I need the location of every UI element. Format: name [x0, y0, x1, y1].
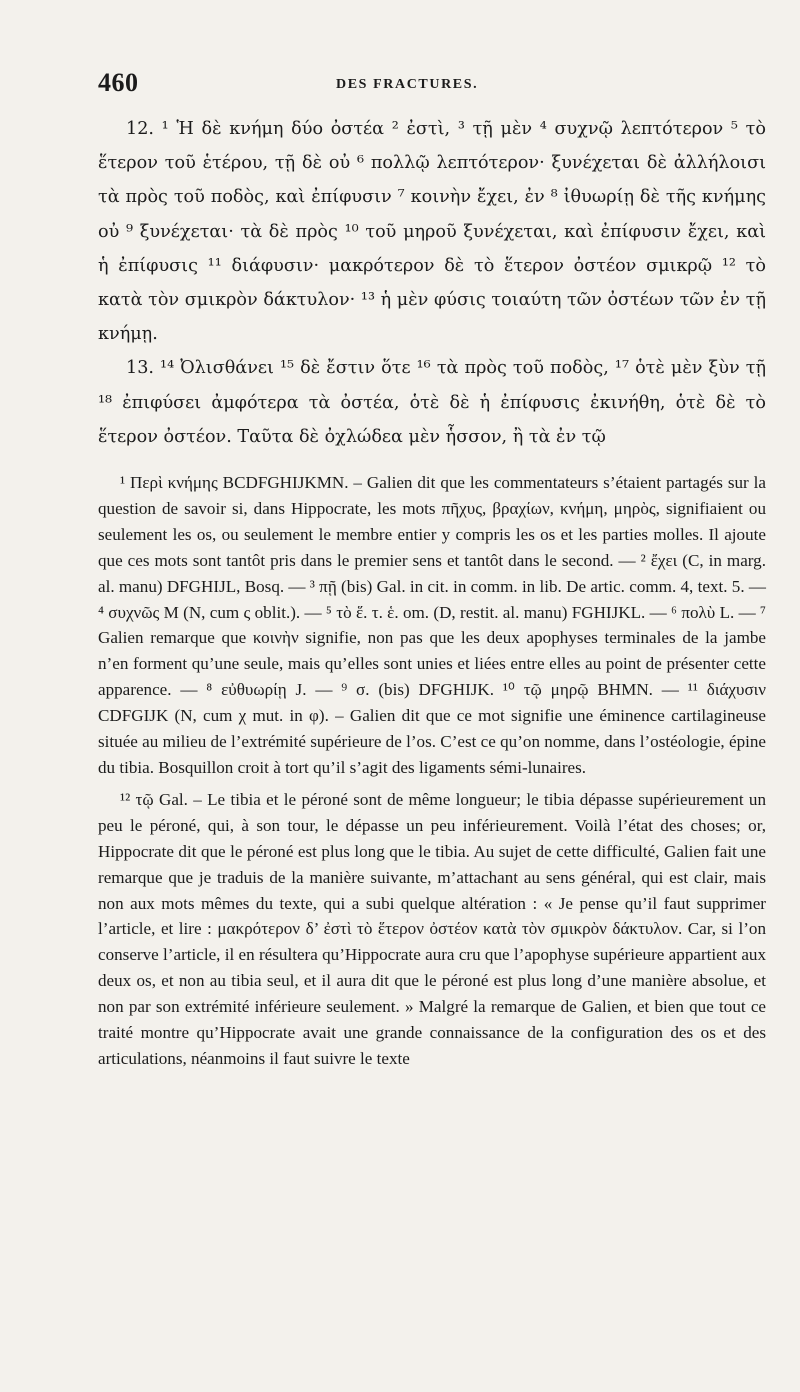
running-head: DES FRACTURES.	[336, 77, 479, 92]
footnote-1: ¹ Περὶ κνήμης BCDFGHIJKMN. – Galien dit que les commentateurs s’étaient partagés sur la question de savoir si, dans Hippocrate, les mots πῆχυς, βραχίων, κνήμη, μηρὸς, signifiaient ou seulement les os, ou seulement le membre entier y compris les os et les parties molles. Il ajoute que ces mots sont tantôt pris dans le premier sens et tantôt dans le second. — ² ἔχει (C, in marg. al. manu) DFGHIJL, Bosq. — ³ πῇ (bis) Gal. in cit. in comm. in lib. De artic. comm. 4, text. 5. — ⁴ συχνῶς M (N, cum ς oblit.). — ⁵ τὸ ἕ. τ. ἑ. om. (D, restit. al. manu) FGHIJKL. — ⁶ πολὺ L. — ⁷ Galien remarque que κοινὴν signifie, non pas que les deux apophyses terminales de la jambe n’en forment qu’une seule, mais qu’elles sont unies et liées entre elles au point de présenter cette apparence. — ⁸ εὐθυωρίῃ J. — ⁹ σ. (bis) DFGHIJK. ¹⁰ τῷ μηρῷ BHMN. — ¹¹ διάχυσιν CDFGIJK (N, cum χ mut. in φ). – Galien dit que ce mot signifie une éminence cartilagineuse située au milieu de l’extrémité supérieure de l’os. C’est ce qu’on nomme, dans l’ostéologie, épine du tibia. Bosquillon croit à tort qu’il s’agit des ligaments sémi-lunaires.	[98, 473, 766, 777]
greek-paragraph-12: 12. ¹ Ἡ δὲ κνήμη δύο ὀστέα ² ἐστὶ, ³ τῇ μὲν ⁴ συχνῷ λεπτότερον ⁵ τὸ ἕτερον τοῦ ἑτέρου, τῇ δὲ οὐ ⁶ πολλῷ λεπτότερον· ξυνέχεται δὲ ἀλλήλοισι τὰ πρὸς τοῦ ποδὸς, καὶ ἐπίφυσιν ⁷ κοινὴν ἔχει, ἐν ⁸ ἰθυωρίῃ δὲ τῆς κνήμης οὐ ⁹ ξυνέχεται· τὰ δὲ πρὸς ¹⁰ τοῦ μηροῦ ξυνέχεται, καὶ ἐπίφυσιν ἔχει, καὶ ἡ ἐπίφυσις ¹¹ διάφυσιν· μακρότερον δὲ τὸ ἕτερον ὀστέον σμικρῷ ¹² τὸ κατὰ τὸν σμικρὸν δάκτυλον· ¹³ ἡ μὲν φύσις τοιαύτη τῶν ὀστέων τῶν ἐν τῇ κνήμῃ.	[98, 119, 766, 345]
greek-text-block	[98, 112, 766, 454]
footnotes-block	[98, 470, 766, 1072]
greek-paragraph-13: 13. ¹⁴ Ὀλισθάνει ¹⁵ δὲ ἔστιν ὅτε ¹⁶ τὰ πρὸς τοῦ ποδὸς, ¹⁷ ὁτὲ μὲν ξὺν τῇ ¹⁸ ἐπιφύσει ἀμφότερα τὰ ὀστέα, ὁτὲ δὲ ἡ ἐπίφυσις ἐκινήθη, ὁτὲ δὲ τὸ ἕτερον ὀστέον. Ταῦτα δὲ ὀχλώδεα μὲν ἧσσον, ἢ τὰ ἐν τῷ	[98, 358, 766, 447]
page-number: 460	[98, 68, 139, 97]
footnote-12: ¹² τῷ Gal. – Le tibia et le péroné sont de même longueur; le tibia dépasse supérieurement un peu le péroné, qui, à son tour, le dépasse un peu inférieurement. Voilà l’état des choses; or, Hippocrate dit que le péroné est plus long que le tibia. Au sujet de cette difficulté, Galien fait une remarque que je traduis de la manière suivante, m’attachant au sens général, qui est clair, mais non aux mots mêmes du texte, qui a subi quelque altération : « Je pense qu’il faut supprimer l’article, et lire : μακρότερον δ’ ἐστὶ τὸ ἕτερον ὀστέον κατὰ τὸν σμικρὸν δάκτυλον. Car, si l’on conserve l’article, il en résultera qu’Hippocrate aura cru que l’apophyse supérieure appartient aux deux os, et non au tibia seul, et il aura dit que le péroné est plus long d’une manière absolue, et non par son extrémité inférieure seulement. » Malgré la remarque de Galien, et bien que tout ce traité montre qu’Hippocrate avait une grande connaissance de la configuration des os et des articulations, néanmoins il faut suivre le texte	[98, 789, 766, 1068]
page-header	[98, 68, 758, 104]
